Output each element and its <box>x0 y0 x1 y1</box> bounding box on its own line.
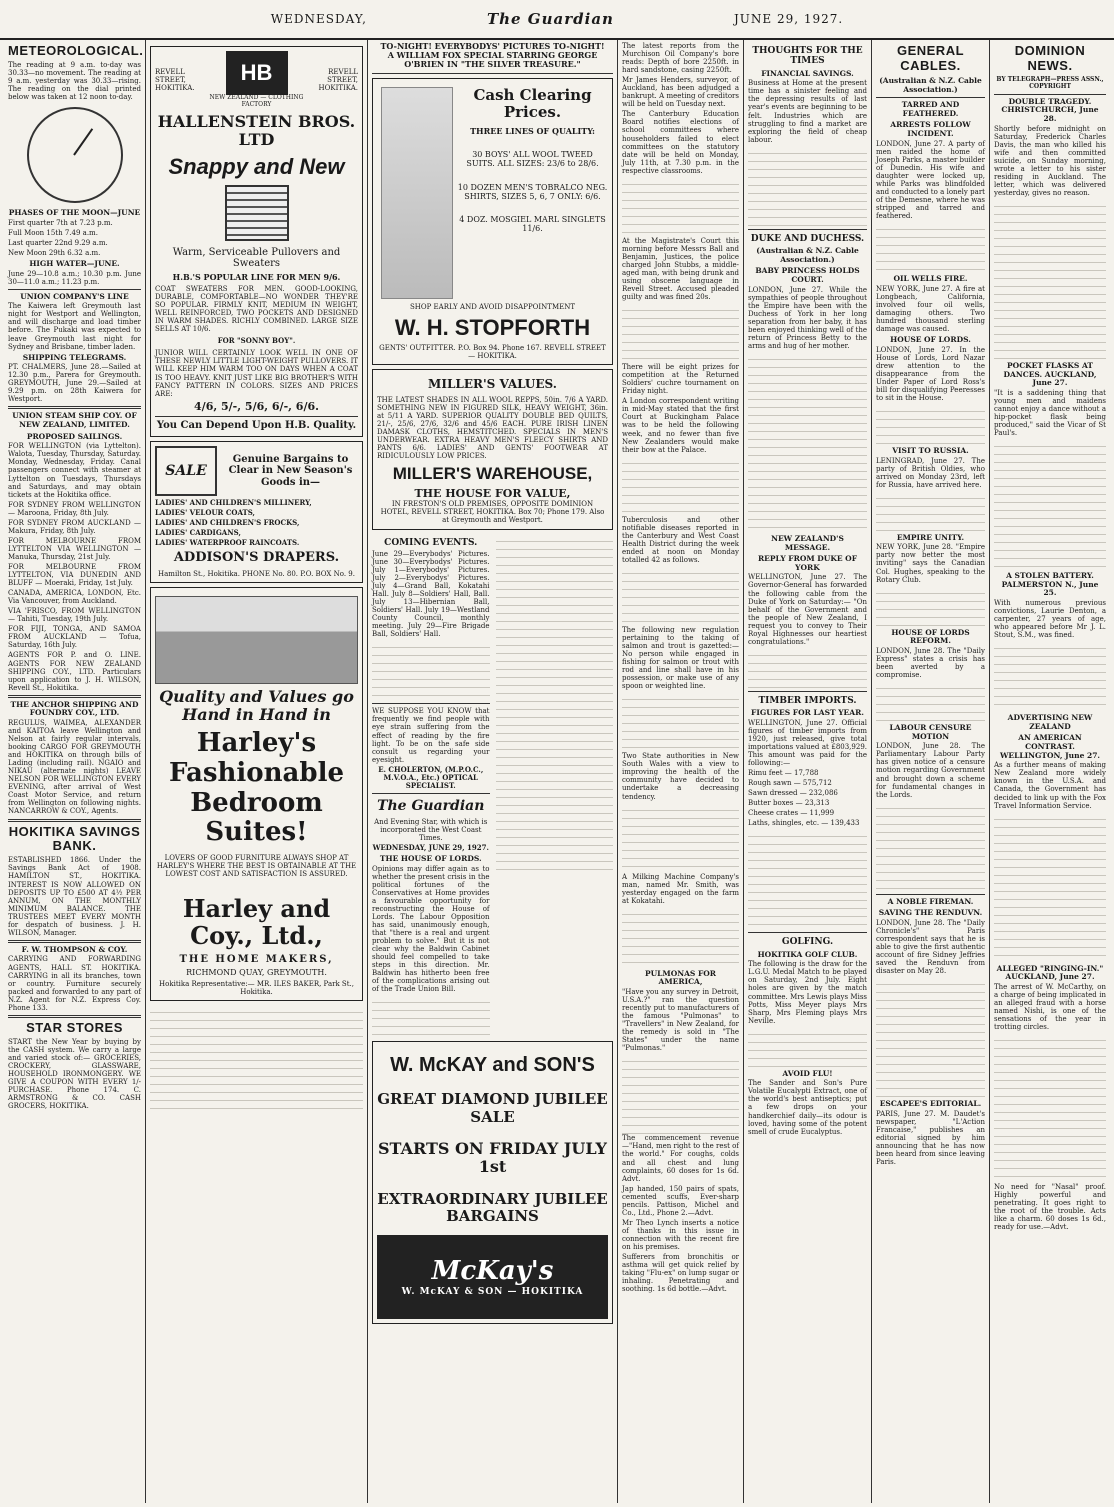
tarred-text: LONDON, June 27. A party of men raided the home of Joseph Parks, a master builder of Dunedin. His wife and daughter were locked up, while Parks was blindfolded and conducted to a lonely part of the Demesne, where he was stripped and tarred and feathered. <box>876 139 985 221</box>
route-6: VIA 'FRISCO, FROM WELLINGTON — Tahiti, Tuesday, 19th July. <box>8 607 141 624</box>
route-3: FOR MELBOURNE FROM LYTTELTON VIA WELLINGTON — Manuka, Thursday, 21st July. <box>8 536 141 561</box>
moon-phase-3: Last quarter 22nd 9.29 a.m. <box>8 238 108 247</box>
savings-bank-heading: HOKITIKA SAVINGS BANK. <box>8 823 141 854</box>
duke-duchess-sub: (Australian & N.Z. Cable Association.) <box>756 246 859 264</box>
anchor-shipping-heading: THE ANCHOR SHIPPING AND FOUNDRY COY., LTD. <box>10 699 139 718</box>
addisons-line-3: LADIES' AND CHILDREN'S FROCKS, <box>155 517 300 527</box>
oil-wells-heading: OIL WELLS FIRE. <box>893 274 968 284</box>
labour-censure-text: LONDON, June 28. The Parliamentary Labour Party has given notice of a censure motion regarding Government and brought down a scheme for fundamental changes in the Lords. <box>876 742 985 799</box>
timber-text: WELLINGTON, June 27. Official figures of timber imports from 1920, just released, give total importations valued at £803,929. This amount was paid for the following:— <box>748 718 867 768</box>
savings-bank-text: ESTABLISHED 1866. Under the Savings Bank Act of 1908. HAMILTON ST., HOKITIKA. INTEREST IS NOW ALLOWED ON DEPOSITS UP TO £500 AT 4½ PER ANNUM, ON THE MONTHLY MINIMUM BALANCE. THE TRUSTEES MEET EVERY MONTH for despatch of business. J. H. WILSON, Manager. <box>8 856 141 937</box>
timber-heading: TIMBER IMPORTS. <box>758 695 857 706</box>
news-item-6: A London correspondent writing in mid-May stated that the first Court at Buckingham Palace was to be held the following week, and no fewer than five New Zealanders would make their bow at the Palace. <box>622 397 739 454</box>
shop-early-line: SHOP EARLY AND AVOID DISAPPOINTMENT <box>409 302 576 311</box>
stopforth-line-2: 10 DOZEN MEN'S TOBRALCO NEG. SHIRTS, SIZES 5, 6, 7 ONLY: 6/6. <box>457 182 608 201</box>
addisons-line-2: LADIES' VELOUR COATS, <box>155 507 255 517</box>
russia-text: LENINGRAD, June 27. The party of British Oldies, who arrived on Monday 23rd, left for Russia, have arrived here. <box>876 456 985 489</box>
masthead-date: JUNE 29, 1927. <box>733 12 844 26</box>
timber-row-5: Cheese crates — 11,999 <box>748 809 835 818</box>
millers-values-text: THE LATEST SHADES IN ALL WOOL REPPS, 50in. 7/6 A YARD. SOMETHING NEW IN FIGURED SILK, HEAVY WEIGHT, 36in. at 5/11 A YARD. SUPERIOR QUALITY DOUBLE BED QUILTS, 21/-, 25/6, 27/6, 32/6 and 45/6 EACH. PURE IRISH LINEN DAMASK CLOTHS, HEMSTITCHED. SPECIALS IN MEN'S UNDERWEAR. EXTRA HEAVY MEN'S FLEECY SHIRTS AND PANTS 6/6. LADIES' AND GENTS' FOOTWEAR AT RIDICULOUSLY LOW PRICES. <box>377 395 608 461</box>
meteorological-text: The reading at 9 a.m. to-day was 30.33—no movement. The reading at 9 a.m. yesterday was 30.33—rising. The reading on the dial printed below was taken at 12 noon to-day. <box>8 60 141 102</box>
cholerton-text: WE SUPPOSE YOU KNOW that frequently we find people with eye strain suffering from the effect of reading by the fire light. To be on the safe side consult us regarding your eyesight. <box>372 707 490 764</box>
harleys-title: Harley's Fashionable Bedroom Suites! <box>169 727 344 848</box>
hallenstein-advert <box>150 46 363 437</box>
lords-leader-heading: THE HOUSE OF LORDS. <box>379 854 482 864</box>
star-stores-text: START the New Year by buying by the CASH system. We carry a large and varied stock of:— GROCERIES, CROCKERY, GLASSWARE, HOUSEHOLD IRONMONGERY. WE GIVE A COUPON WITH EVERY 1/-PURCHASE. Phone 174. C. ARMSTRONG & CO. CASH GROCERS, HOKITIKA. <box>8 1037 141 1111</box>
noble-fireman-heading: A NOBLE FIREMAN. <box>887 896 974 906</box>
house-of-lords-text: LONDON, June 27. In the House of Lords, Lord Nazar drew attention to the disappearance from the Under Paper of Lord Ross's bill for disqualifying Peeresses to sit in the House. <box>876 345 985 402</box>
union-line-heading: UNION COMPANY'S LINE <box>20 291 129 301</box>
empire-unity-heading: EMPIRE UNITY. <box>896 532 965 542</box>
thoughts-subheading: FINANCIAL SAVINGS. <box>761 68 854 78</box>
mckay-logo-text: McKay's <box>431 1256 554 1287</box>
coming-events-text: June 29—Everybodys' Pictures. June 30—Everybodys' Pictures. July 1—Everybodys' Pictures. July 2—Everybodys' Pictures. July 4—Grand Ball, Kokatahi Hall. July 8—Soldiers' Hall, Ball. July 13—Hibernian Ball, Soldiers' Hall. July 19—Westland County Council, monthly meeting. July 29—Fire Brigade Ball, Soldiers' Hall. <box>372 549 490 639</box>
hb-brand: NEW ZEALAND — CLOTHING FACTORY <box>209 94 304 108</box>
russia-heading: VISIT TO RUSSIA. <box>892 445 969 455</box>
barometer-dial-icon <box>27 107 123 203</box>
timber-row-6: Laths, shingles, etc. — 139,433 <box>748 819 860 828</box>
shipping-telegrams-text: PT. CHALMERS, June 28.—Sailed at 12.30 p.m., Parera for Greymouth. GREYMOUTH, June 29.—Sailed at 9.29 p.m. on 28th Kaiwera for Westport. <box>8 363 141 404</box>
high-water-heading: HIGH WATER—JUNE. <box>29 258 120 268</box>
addisons-line-1: LADIES' AND CHILDREN'S MILLINERY, <box>155 497 312 507</box>
stopforth-line-3: 4 DOZ. MOSGIEL MARL SINGLETS 11/6. <box>459 215 606 234</box>
steam-ship-heading: UNION STEAM SHIP COY. OF NEW ZEALAND, LIMITED. <box>12 411 137 430</box>
golf-text: The following is the draw for the L.G.U. Medal Match to be played on Saturday, 2nd July. Eight holes are given by the match committee. Mrs Lewis plays Miss Potts, Miss Meyer plays Mrs Sharp, Mrs Fleming plays Mrs Neville. <box>748 960 867 1025</box>
mckay-bargains: EXTRAORDINARY JUBILEE BARGAINS <box>377 1189 608 1226</box>
pictures-sub: A WILLIAM FOX SPECIAL STARRING GEORGE O'BRIEN IN "THE SILVER TREASURE." <box>387 50 598 70</box>
millers-address: IN FRESTON'S OLD PREMISES, OPPOSITE DOMINION HOTEL, REVELL STREET, HOKITIKA. Box 70; Phone 179. Also at Greymouth and Westport. <box>380 500 605 525</box>
ringing-in-text: The arrest of W. McCarthy, on a charge of being implicated in an alleged fraud with a horse named Nishi, is one of the sensations of the year in trotting circles. <box>994 982 1106 1032</box>
pictures-headline: TO-NIGHT! EVERYBODYS' PICTURES TO-NIGHT! <box>380 41 605 51</box>
news-item-14: Sufferers from bronchitis or asthma will get quick relief by taking "Flu-ex" on lump sugar or inhaling. Penetrating and soothing. 1s 6d bottle.—Advt. <box>622 1253 739 1294</box>
harleys-text: LOVERS OF GOOD FURNITURE ALWAYS SHOP AT HARLEY'S WHERE THE BEST IS OBTAINABLE AT THE LOWEST COST AND SATISFACTION IS ASSURED. <box>156 854 357 879</box>
column-2-filler <box>150 1005 363 1115</box>
union-line-text: The Kaiwera left Greymouth last night for Westport and Wellington, and will discharge and load timber before. The Pukaki was expected to leave Greymouth last night for Sydney and Brisbane, timber laden. <box>8 302 141 351</box>
dominion-news-sub: BY TELEGRAPH—PRESS ASSN., COPYRIGHT <box>996 75 1104 90</box>
sale-sign-icon: SALE <box>155 446 217 496</box>
addisons-name: ADDISON'S DRAPERS. <box>173 550 340 566</box>
column-4 <box>618 40 744 1503</box>
news-item-8: The following new regulation pertaining to the taking of salmon and trout is gazetted:—No person while engaged in fishing for salmon or trout with rod and line shall have in his possession, or make use of any spoon or weighted line. <box>622 625 739 691</box>
hb-address-right: REVELL STREET, HOKITIKA. <box>318 67 358 92</box>
stopforth-name: W. H. STOPFORTH <box>394 314 591 340</box>
ringing-in-heading: ALLEGED "RINGING-IN." AUCKLAND, June 27. <box>996 963 1104 982</box>
route-2: FOR SYDNEY FROM AUCKLAND — Makura, Friday, 8th July. <box>8 518 141 535</box>
page-columns <box>4 40 1110 1503</box>
mckay-start-date: STARTS ON FRIDAY JULY 1st <box>378 1138 607 1177</box>
nasal-advert-text: No need for "Nasal" proof. Highly powerful and penetrating. It goes right to the root of the trouble. Acts like a charm. 60 doses 1s 6d., ready for use.—Advt. <box>994 1183 1106 1232</box>
avoid-flu-heading: AVOID FLU! <box>782 1068 833 1078</box>
news-item-3: The Canterbury Education Board notifies elections of school committees where householders failed to elect committees on the statutory date will be held on Monday, July 11th, at 7.30 p.m. in the respective classrooms. <box>622 110 739 175</box>
hb-address-left: REVELL STREET, HOKITIKA. <box>155 67 195 92</box>
oil-wells-text: NEW YORK, June 27. A fire at Longbeach, California, involved four oil wells, damaging others. Two hundred thousand sterling damage was caused. <box>876 284 985 333</box>
thoughts-heading: THOUGHTS FOR THE TIMES <box>752 46 863 67</box>
noble-fireman-text: LONDON, June 28. The "Daily Chronicle's" Paris correspondent says that he is able to give the first authentic account of fire Sidney Jeffries saved the Renduvn from disaster on May 28. <box>876 918 985 976</box>
shipping-telegrams-heading: SHIPPING TELEGRAMS. <box>22 352 127 362</box>
harley-address: RICHMOND QUAY, GREYMOUTH. <box>186 968 327 978</box>
double-tragedy-text: Shortly before midnight on Saturday, Frederick Charles Davis, the man who killed his wife and then committed suicide, on Sunday morning, wrote a letter to his sister residing in Auckland. The letter, which was delivered yesterday, gives no reason. <box>994 124 1106 197</box>
coming-events-heading: COMING EVENTS. <box>384 537 478 548</box>
double-tragedy-heading: DOUBLE TRAGEDY. CHRISTCHURCH, June 28. <box>1001 96 1099 123</box>
moon-phase-4: New Moon 29th 6.32 a.m. <box>8 248 101 257</box>
news-item-9: Two State authorities in New South Wales with a view to improving the health of the community have decided to undertake a decreasing tendency. <box>622 752 739 801</box>
guardian-leader-title: The Guardian <box>377 797 485 814</box>
thoughts-text: Business at Home at the present time has a sinister feeling and the depressing results of last year's events are beginning to be felt. Industries which are struggling to find a market are exploring the field of cheap labour. <box>748 79 867 144</box>
lords-reform-heading: HOUSE OF LORDS REFORM. <box>891 627 970 646</box>
sonny-boy-heading: FOR "SONNY BOY". <box>217 336 296 346</box>
hb-subheadline: Warm, Serviceable Pullovers and Sweaters <box>172 246 341 270</box>
hb-price-line: H.B.'S POPULAR LINE FOR MEN 9/6. <box>172 271 341 282</box>
steam-ship-subheading: PROPOSED SAILINGS. <box>26 431 123 441</box>
news-item-5: There will be eight prizes for competition at the Returned Soldiers' cuchre tournament on Friday night. <box>622 363 739 396</box>
labour-censure-heading: LABOUR CENSURE MOTION <box>889 723 972 741</box>
pocket-flasks-text: "It is a saddening thing that young men and maidens cannot enjoy a dance without a hip-pocket flask being produced," said the Vicar of St Paul's. <box>994 388 1106 438</box>
column-7 <box>990 40 1110 1503</box>
leader-continuation <box>496 534 614 874</box>
millers-values-heading: MILLER'S VALUES. <box>428 377 557 391</box>
news-item-13: Mr Theo Lynch inserts a notice of thanks in this issue in connection with the recent fire on his premises. <box>622 1218 739 1251</box>
timber-row-1: Rimu feet — 17,788 <box>748 769 819 778</box>
addisons-headline: Genuine Bargains to Clear in New Season's Goods in— <box>228 453 353 488</box>
harley-representative: Hokitika Representative:— MR. ILES BAKER, Park St., Hokitika. <box>159 980 354 997</box>
nz-message-text: WELLINGTON, June 27. The Governor-General has forwarded the following cable from the Duke of York on Saturday:— "On behalf of the Government and the people of New Zealand, I request you to convey to Their Royal Highnesses our heartiest congratulations." <box>748 573 867 646</box>
cash-clearing-heading: Cash Clearing Prices. <box>473 85 592 121</box>
american-contrast-heading: AN AMERICAN CONTRAST. WELLINGTON, June 27. <box>999 733 1101 760</box>
addisons-advert <box>150 441 363 583</box>
lords-leader-text: Opinions may differ again as to whether the present crisis in the political fortunes of the Conservatives at Home provides a favourable opportunity for reconstructing the House of Lords. The Labour Opposition has said, unanimously enough, that "there is a real and urgent problem to solve." But it is not clear why the Baldwin Cabinet should feel compelled to take steps in this direction. Mr. Baldwin has hitherto been free of the complications arising out of the Trade Union Bill. <box>372 864 490 994</box>
news-item-4: At the Magistrate's Court this morning before Messrs Ball and Benjamin, Justices, the police charged John Stubbs, a middle-aged man, with being drunk and using obscene language in Revell Street. Accused pleaded guilty and was fined 20s. <box>622 236 739 302</box>
sonny-boy-text: JUNIOR WILL CERTAINLY LOOK WELL IN ONE OF THESE NEWLY LITTLE LIGHT-WEIGHT PULLOVERS. IT WILL KEEP HIM WARM TOO ON DAYS WHEN A COAT IS TOO HEAVY. KNIT JUST LIKE BIG BROTHER'S WITH FANCY PATTERN IN COLORS. SIZES AND PRICES ARE: <box>155 349 358 398</box>
moon-phase-1: First quarter 7th at 7.23 p.m. <box>8 218 113 227</box>
pocket-flasks-heading: POCKET FLASKS AT DANCES. AUCKLAND, June 27. <box>1003 360 1097 388</box>
escapee-text: PARIS, June 27. M. Daudet's newspaper, "L'Action Francaise," publishes an editorial signed by him announcing that he has now been heard from since leaving Paris. <box>876 1109 985 1167</box>
pulmonas-heading: PULMONAS FOR AMERICA, <box>644 968 717 987</box>
masthead-paper-name: The Guardian <box>486 10 614 28</box>
general-cables-heading: GENERAL CABLES. <box>896 43 965 73</box>
agents-text: AGENTS FOR P. and O. LINE. AGENTS FOR NEW ZEALAND SHIPPING COY., LTD. Particulars upon application to J. H. WILSON, Revell St., Hokitika. <box>8 651 141 692</box>
tarred-heading: TARRED AND FEATHERED. <box>901 100 960 118</box>
hb-body-text: COAT SWEATERS FOR MEN. GOOD-LOOKING, DURABLE, COMFORTABLE—NO WONDER THEY'RE SO POPULAR. FIRMLY KNIT, MEDIUM IN WEIGHT, WELL REINFORCED, TWO POCKETS AND DESIGNED IN WARM SHADES. RICHLY COMBINED. LARGE SIZE SELLS AT 10/6. <box>155 285 358 334</box>
lords-reform-text: LONDON, June 28. The "Daily Express" states a crisis has been averted by a compromise. <box>876 646 985 680</box>
three-lines-heading: THREE LINES OF QUALITY: <box>470 126 595 137</box>
duke-duchess-text: LONDON, June 27. While the sympathies of people throughout the Empire have been with the Duchess of York in her long separation from her baby, it has been enjoyed thinking well of the return of Princess Betty to the arms and hug of her mother. <box>748 285 867 350</box>
cholerton-name: E. CHOLERTON, (M.P.O.C., M.V.O.A., Etc.) OPTICAL SPECIALIST. <box>378 764 484 790</box>
mckay-advert <box>372 1041 613 1324</box>
hallenstein-name: HALLENSTEIN BROS. LTD <box>157 111 356 150</box>
timber-row-2: Rough sawn — 575,712 <box>748 779 832 788</box>
news-item-10: A Milking Machine Company's man, named Mr. Smith, was yesterday engaged on the farm at Kokatahi. <box>622 872 739 905</box>
duke-duchess-heading: DUKE AND DUCHESS. <box>750 233 865 244</box>
column-5 <box>744 40 872 1503</box>
masthead-day: WEDNESDAY, <box>270 12 367 26</box>
moon-phases-heading: PHASES OF THE MOON—JUNE <box>8 208 141 218</box>
advertising-nz-heading: ADVERTISING NEW ZEALAND <box>1007 713 1093 731</box>
millers-warehouse-name: MILLER'S WAREHOUSE, <box>392 464 593 484</box>
route-4: FOR MELBOURNE FROM LYTTELTON, VIA DUNEDIN AND BLUFF — Moeraki, Friday, 1st July. <box>8 563 141 588</box>
star-stores-heading: STAR STORES <box>26 1019 123 1035</box>
column-6 <box>872 40 990 1503</box>
route-1: FOR SYDNEY FROM WELLINGTON — Maroona, Friday, 8th July. <box>8 500 141 517</box>
millers-advert <box>372 369 613 530</box>
high-water-text: June 29—10.8 a.m.; 10.30 p.m. June 30—11.0 a.m.; 11.23 p.m. <box>8 269 141 286</box>
sonny-boy-prices: 4/6, 5/-, 5/6, 6/-, 6/6. <box>194 399 319 413</box>
addisons-line-5: LADIES' WATERPROOF RAINCOATS. <box>155 537 300 547</box>
stopforth-address: GENTS' OUTFITTER. P.O. Box 94. Phone 167. REVELL STREET — HOKITIKA. <box>379 343 606 360</box>
column-2 <box>146 40 368 1503</box>
meteorological-heading: METEOROLOGICAL. <box>8 43 144 58</box>
house-of-lords-heading: HOUSE OF LORDS. <box>890 335 971 344</box>
dominion-news-heading: DOMINION NEWS. <box>1014 43 1086 73</box>
golf-club-heading: HOKITIKA GOLF CLUB. <box>757 949 858 959</box>
mckay-logo-sub: W. McKAY & SON — HOKITIKA <box>401 1287 584 1298</box>
masthead <box>0 0 1114 40</box>
pulmonas-text: "Have you any survey in Detroit, U.S.A.?" ran the question recently put to manufacturers of the famous "Pulmonas" to "Travellers" in New Zealand, for the remedy is sold in "The States" under the name "Pulmonas." <box>622 988 739 1053</box>
millers-house-for-value: THE HOUSE FOR VALUE, <box>414 486 571 500</box>
thompson-heading: F. W. THOMPSON & COY. <box>21 944 128 954</box>
nz-message-sub: REPLY FROM DUKE OF YORK <box>757 554 858 572</box>
news-item-1: The latest reports from the Murchison Oil Company's bore reads: Depth of bore 2250ft. in hard sandstone, casing 2250ft. <box>622 42 739 75</box>
addisons-line-4: LADIES' CARDIGANS, <box>155 527 241 537</box>
coming-events-and-leader <box>372 534 613 1036</box>
harleys-advert <box>150 587 363 1001</box>
stopforth-line-1: 30 BOYS' ALL WOOL TWEED SUITS. ALL SIZES: 23/6 to 28/6. <box>466 150 599 169</box>
guardian-leader-sub: And Evening Star, with which is incorporated the West Coast Times. <box>374 817 488 843</box>
news-item-12: Jap handed, 150 pairs of spats, cemented scuffs, Ever-sharp pencils. Pattison, Michel and Co., Ltd., Phone 2.—Advt. <box>622 1184 739 1217</box>
general-cables-sub: (Australian & N.Z. Cable Association.) <box>879 75 982 94</box>
harley-coy-name: Harley and Coy., Ltd., <box>182 893 331 951</box>
column-3 <box>368 40 618 1503</box>
nz-message-heading: NEW ZEALAND'S MESSAGE. <box>771 533 844 552</box>
moon-phase-2: Full Moon 15th 7.49 a.m. <box>8 228 98 237</box>
column-1 <box>4 40 146 1503</box>
anchor-shipping-text: REGULUS, WAIMEA, ALEXANDER and KAITOA leave Wellington and Nelson at fairly regular intervals, booking CARGO FOR GREYMOUTH and HOKITIKA on through bills of Lading (including rail). NGAIO and NIKAU (alternate nights) LEAVE NELSON FOR WELLINGTON EVERY EVENING, after arrival of West Coast Motor Service, and return from Wellington on following nights. NANCARROW & COY., Agents. <box>8 718 141 816</box>
news-item-11: The commencement revenue—"Hand, men right to the rest of the world." For coughs, colds and all chest and lung complaints, 60 doses for 1s 6d. Advt. <box>622 1134 739 1183</box>
mckay-name: W. McKAY and SON'S <box>390 1054 595 1077</box>
stolen-battery-heading: A STOLEN BATTERY. PALMERSTON N., June 25. <box>1001 571 1099 598</box>
stolen-battery-text: With numerous previous convictions, Laurie Denton, a carpenter, 27 years of age, who appeared before Mr J. L. Stout, S.M., was fined. <box>994 598 1106 640</box>
addisons-address: Hamilton St., Hokitika. PHONE No. 80. P.O. BOX No. 9. <box>158 569 355 578</box>
bedroom-suite-illustration-icon <box>155 596 358 684</box>
route-7: FOR FIJI, TONGA, AND SAMOA FROM AUCKLAND — Tofua, Saturday, 16th July. <box>8 625 141 650</box>
guardian-leader-date: WEDNESDAY, JUNE 29, 1927. <box>372 843 489 853</box>
news-item-2: Mr James Henders, surveyor, of Auckland, has been adjudged a bankrupt. A meeting of creditors will be held on Tuesday next. <box>622 76 739 109</box>
baby-princess-heading: BABY PRINCESS HOLDS COURT. <box>755 266 860 284</box>
news-item-7: Tuberculosis and other notifiable diseases reported in the Canterbury and West Coast Health District during the week ended at noon on Monday totalled 42 as follows. <box>622 515 739 564</box>
hb-tagline: You Can Depend Upon H.B. Quality. <box>156 420 357 432</box>
suited-man-illustration-icon <box>381 87 453 299</box>
stopforth-advert <box>372 78 613 365</box>
american-contrast-text: As a further means of making New Zealand more widely known in the U.S.A. and Canada, the Government has decided to link up with the Fox Travel Information Service. <box>994 761 1106 810</box>
escapee-heading: ESCAPEE'S EDITORIAL. <box>879 1099 982 1109</box>
noble-fireman-sub: SAVING THE RENDUVN. <box>878 908 983 918</box>
harleys-quality-line: Quality and Values go Hand in Hand in <box>159 687 354 725</box>
route-5: CANADA, AMERICA, LONDON, Etc. Via Vancouver, from Auckland. <box>8 589 141 606</box>
thompson-text: CARRYING AND FORWARDING AGENTS, HALL ST. HOKITIKA. CARRYING in all its branches, town or country. Furniture securely packed and forwarded to any part of N.Z. Agent for N.Z. Express Coy. Phone 133. <box>8 955 141 1012</box>
harley-home-makers: THE HOME MAKERS, <box>179 953 334 965</box>
hb-headline: Snappy and New <box>168 153 345 179</box>
timber-sub: FIGURES FOR LAST YEAR. <box>751 708 864 718</box>
empire-unity-text: NEW YORK, June 28. "Empire party now better the most inviting" says the Canadian Col. Hughes, speaking to the Rotary Club. <box>876 543 985 584</box>
hb-logo-icon: HB <box>226 51 288 95</box>
steam-ship-text: FOR WELLINGTON (via Lyttelton). Walota, Tuesday, Thursday, Saturday. Monday, Wednesday, Friday. Canal passengers connect with steamer at Lyttelton on Tuesdays, Thursdays and Saturdays, and may obtain tickets at the Hokitika office. <box>8 442 141 499</box>
arrests-heading: ARRESTS FOLLOW INCIDENT. <box>890 120 971 138</box>
timber-row-4: Butter boxes — 23,313 <box>748 799 830 808</box>
avoid-flu-text: The Sander and Son's Pure Volatile Eucalypti Extract, one of the world's best antiseptics; put a few drops on your handkerchief daily—its odour is loved, having some of the potent smell of crude Eucalyptus. <box>748 1079 867 1136</box>
mckay-headline: GREAT DIAMOND JUBILEE SALE <box>377 1090 608 1126</box>
mckay-logo-icon <box>377 1235 608 1319</box>
golfing-heading: GOLFING. <box>781 937 834 948</box>
timber-row-3: Sawn dressed — 232,086 <box>748 789 838 798</box>
sweater-illustration-icon <box>225 185 289 241</box>
